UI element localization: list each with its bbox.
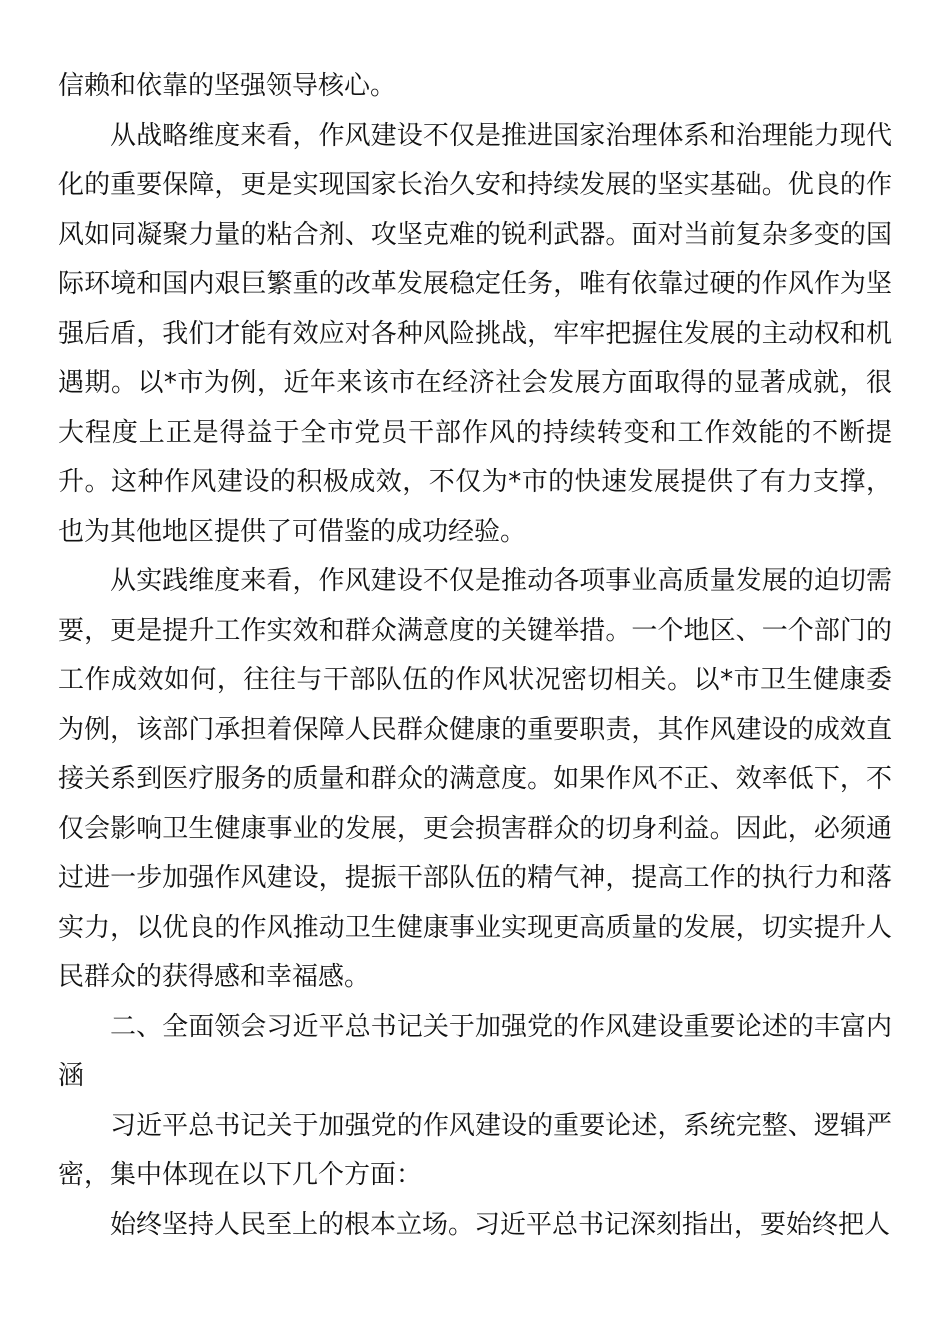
paragraph-strategic-dimension: 从战略维度来看，作风建设不仅是推进国家治理体系和治理能力现代化的重要保障，更是实现国家长治久安和持续发展的坚实基础。优良的作风如同凝聚力量的粘合剂、攻坚克难的锐利武器。面对当前复杂多变的国际环境和国内艰巨繁重的改革发展稳定任务，唯有依靠过硬的作风作为坚强后盾，我们才能有效应对各种风险挑战，牢牢把握住发展的主动权和机遇期。以*市为例，近年来该市在经济社会发展方面取得的显著成就，很大程度上正是得益于全市党员干部作风的持续转变和工作效能的不断提升。这种作风建设的积极成效，不仅为*市的快速发展提供了有力支撑，也为其他地区提供了可借鉴的成功经验。 (58, 120, 892, 547)
paragraph-overview: 习近平总书记关于加强党的作风建设的重要论述，系统完整、逻辑严密，集中体现在以下几个方面： (58, 1110, 892, 1190)
paragraph-practical-dimension: 从实践维度来看，作风建设不仅是推动各项事业高质量发展的迫切需要，更是提升工作实效和群众满意度的关键举措。一个地区、一个部门的工作成效如何，往往与干部队伍的作风状况密切相关。以*市卫生健康委为例，该部门承担着保障人民群众健康的重要职责，其作风建设的成效直接关系到医疗服务的质量和群众的满意度。如果作风不正、效率低下，不仅会影响卫生健康事业的发展，更会损害群众的切身利益。因此，必须通过进一步加强作风建设，提振干部队伍的精气神，提高工作的执行力和落实力，以优良的作风推动卫生健康事业实现更高质量的发展，切实提升人民群众的获得感和幸福感。 (58, 566, 892, 992)
document-page (58, 62, 892, 1250)
paragraph-continued: 信赖和依靠的坚强领导核心。 (58, 71, 397, 101)
paragraph-people-first: 始终坚持人民至上的根本立场。习近平总书记深刻指出，要始终把人 (110, 1209, 891, 1240)
section-heading-2: 二、全面领会习近平总书记关于加强党的作风建设重要论述的丰富内涵 (58, 1011, 892, 1091)
